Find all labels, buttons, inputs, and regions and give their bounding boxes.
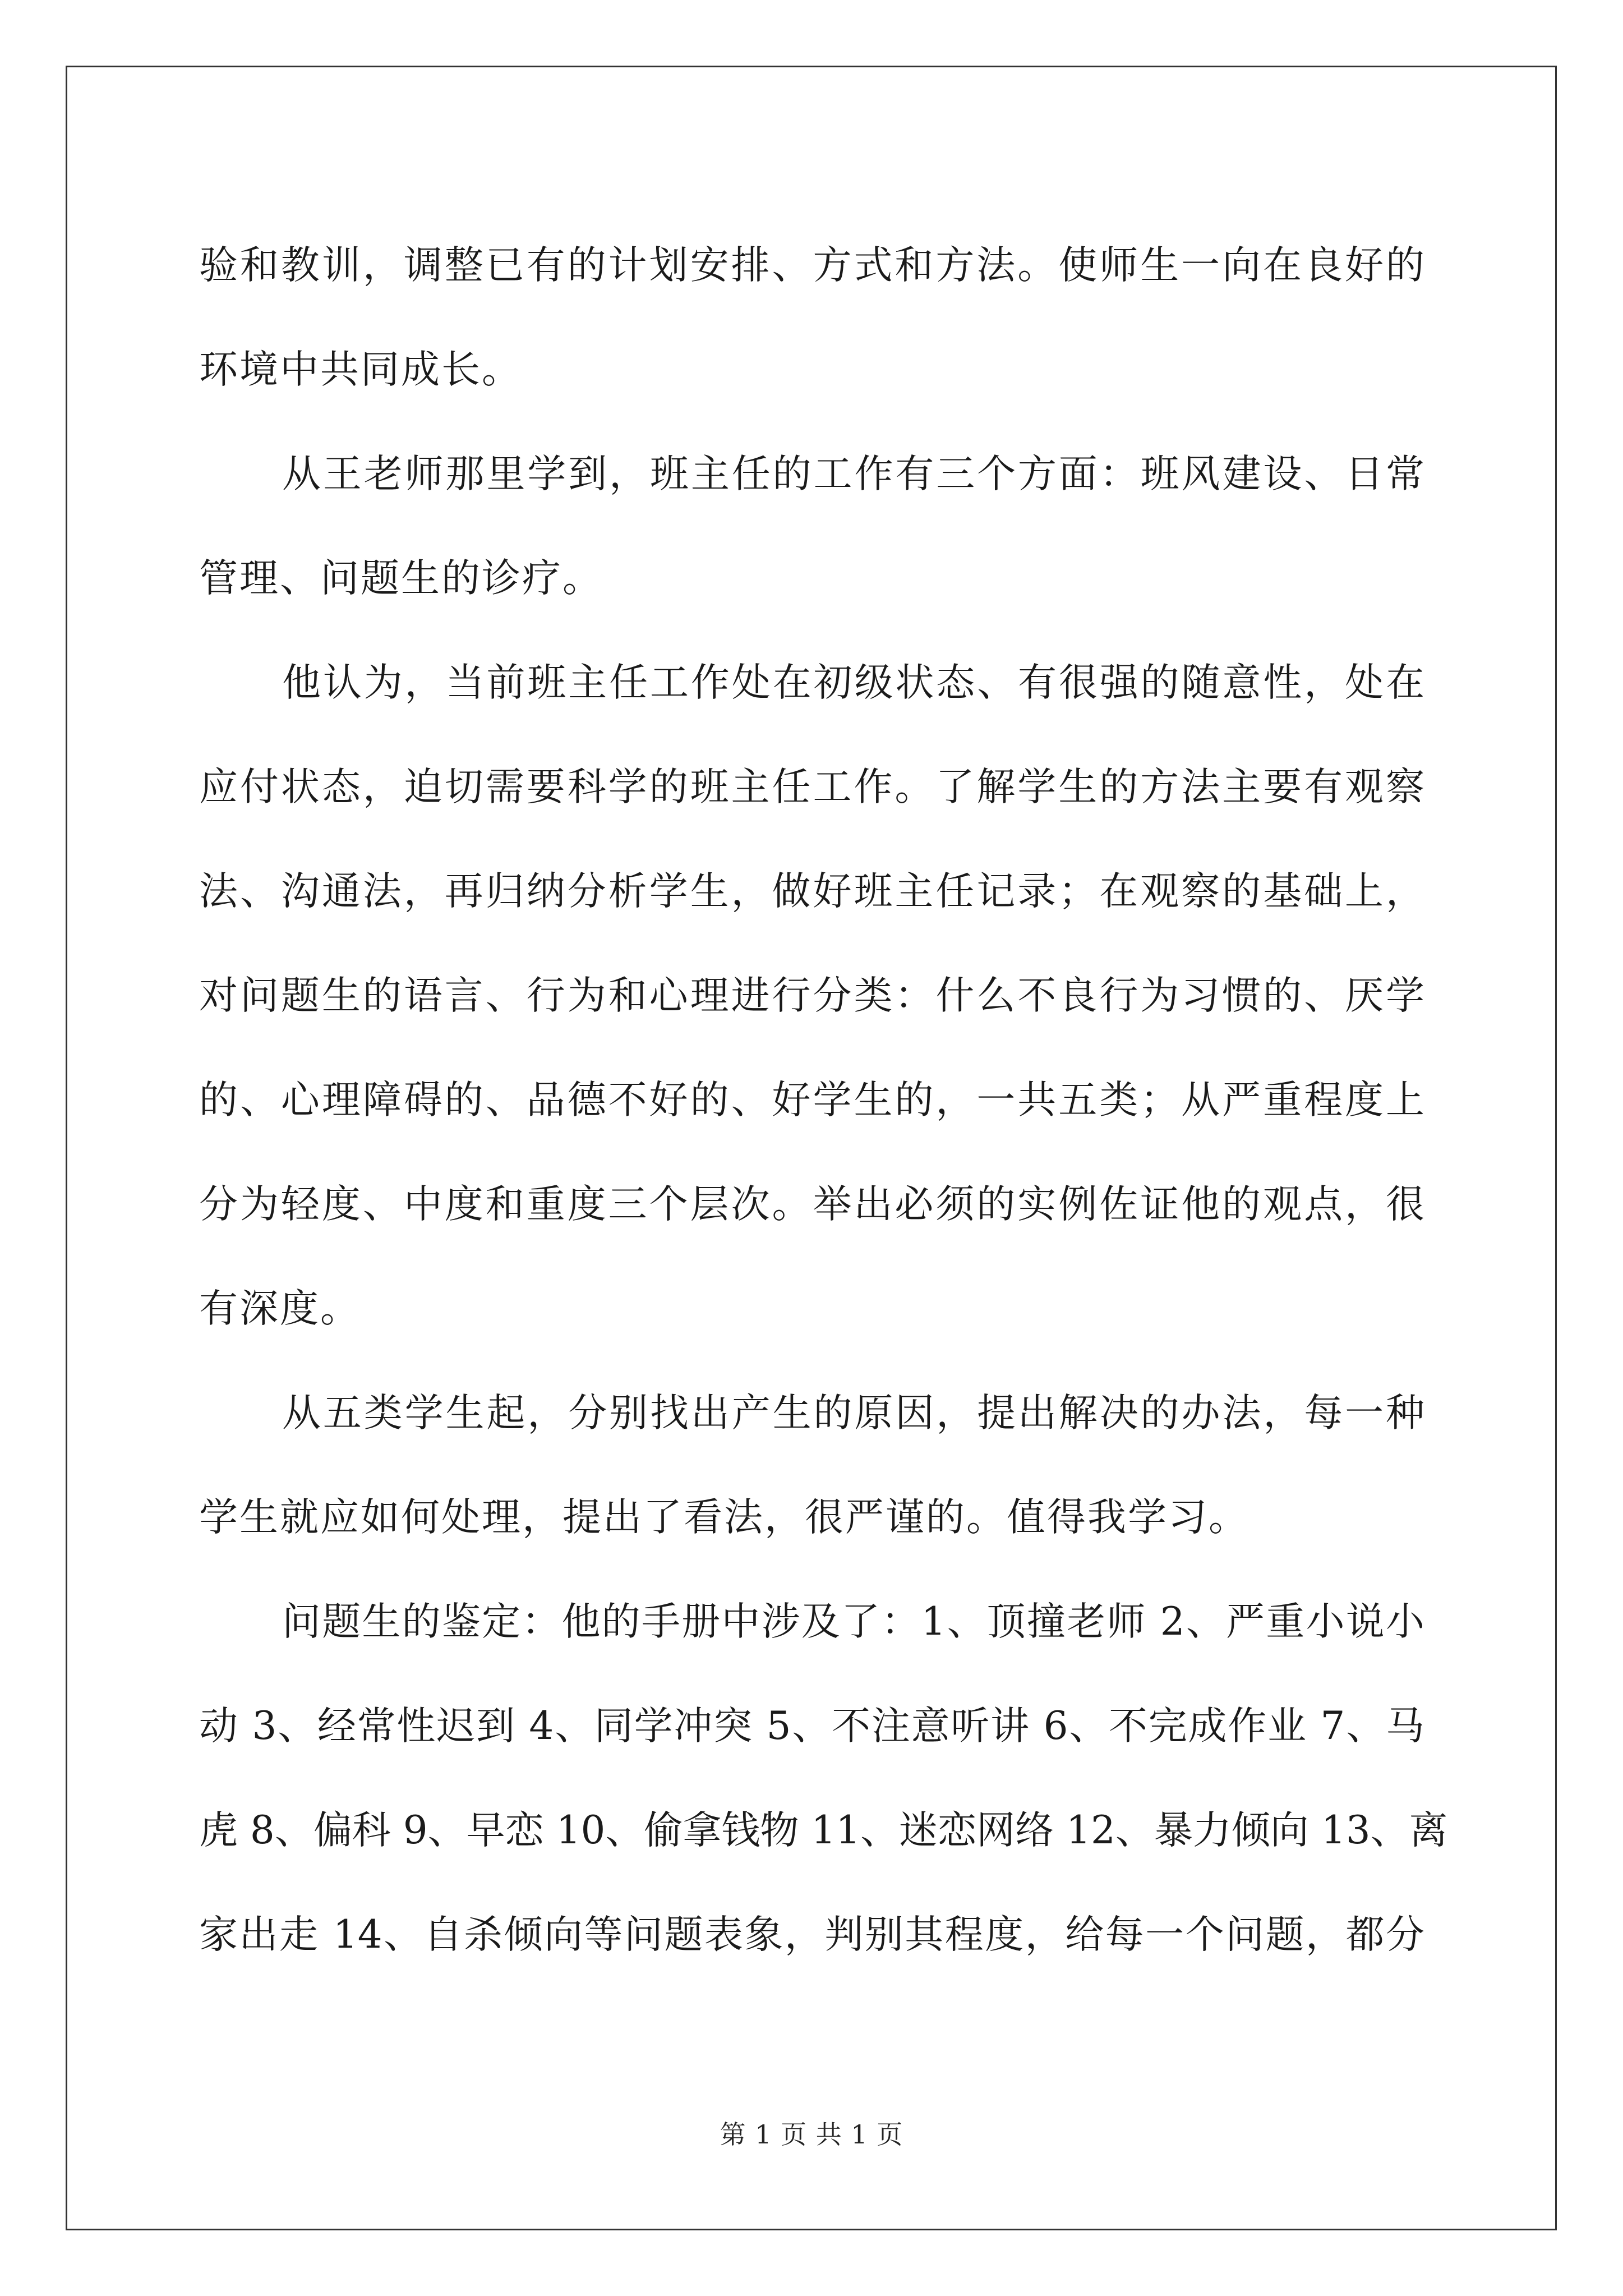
text-line: 环境中共同成长。	[199, 347, 522, 392]
page-number-footer: 第 1 页 共 1 页	[720, 2119, 903, 2150]
text-line: 动 3、经常性迟到 4、同学冲突 5、不注意听讲 6、不完成作业 7、马	[199, 1704, 1424, 1749]
text-line: 有深度。	[199, 1286, 361, 1331]
text-line: 问题生的鉴定：他的手册中涉及了：1、顶撞老师 2、严重小说小	[282, 1599, 1424, 1644]
text-line: 他认为，当前班主任工作处在初级状态、有很强的随意性，处在	[282, 660, 1424, 705]
text-line: 验和教训，调整已有的计划安排、方式和方法。使师生一向在良好的	[199, 243, 1424, 288]
text-line: 的、心理障碍的、品德不好的、好学生的，一共五类；从严重程度上	[199, 1078, 1424, 1122]
document-body	[199, 213, 1448, 1987]
text-line: 家出走 14、自杀倾向等问题表象，判别其程度，给每一个问题，都分	[199, 1912, 1424, 1957]
text-line: 分为轻度、中度和重度三个层次。举出必须的实例佐证他的观点，很	[199, 1182, 1424, 1227]
text-line: 学生就应如何处理，提出了看法，很严谨的。值得我学习。	[199, 1495, 1249, 1540]
text-line: 应付状态，迫切需要科学的班主任工作。了解学生的方法主要有观察	[199, 765, 1424, 809]
text-line: 法、沟通法，再归纳分析学生，做好班主任记录；在观察的基础上，	[199, 869, 1424, 914]
text-line: 从王老师那里学到，班主任的工作有三个方面：班风建设、日常	[282, 452, 1424, 496]
text-line: 对问题生的语言、行为和心理进行分类：什么不良行为习惯的、厌学	[199, 973, 1424, 1018]
text-line: 虎 8、偏科 9、早恋 10、偷拿钱物 11、迷恋网络 12、暴力倾向 13、离	[199, 1808, 1448, 1853]
text-line: 管理、问题生的诊疗。	[199, 556, 603, 601]
text-line: 从五类学生起，分别找出产生的原因，提出解决的办法，每一种	[282, 1391, 1424, 1435]
